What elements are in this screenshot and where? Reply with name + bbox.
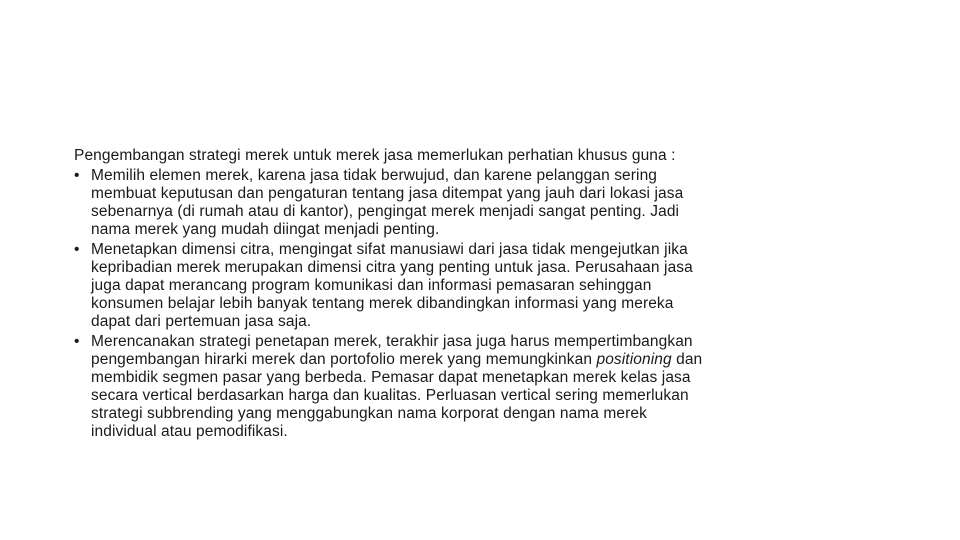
bullet-3-line-2-before: pengembangan hirarki merek dan portofolio merek yang memungkinkan	[91, 351, 597, 368]
bullet-3-line-1: Merencanakan strategi penetapan merek, terakhir jasa juga harus mempertimbangkan	[91, 333, 693, 350]
bullet-3-line-4: secara vertical berdasarkan harga dan kualitas. Perluasan vertical sering memerlukan	[91, 387, 689, 404]
positioning-term: positioning	[596, 351, 672, 368]
intro-paragraph: Pengembangan strategi merek untuk merek jasa memerlukan perhatian khusus guna :	[74, 147, 676, 164]
bullet-item-dimensi-citra	[74, 241, 894, 331]
bullet-2-line-4: konsumen belajar lebih banyak tentang merek dibandingkan informasi yang mereka	[91, 295, 674, 312]
bullet-marker: •	[74, 167, 80, 184]
bullet-1-line-3: sebenarnya (di rumah atau di kantor), pengingat merek menjadi sangat penting. Jadi	[91, 203, 680, 220]
bullet-1-line-1: Memilih elemen merek, karena jasa tidak berwujud, dan karene pelanggan sering	[91, 167, 658, 184]
bullet-item-elemen-merek	[74, 167, 894, 239]
bullet-3-line-2-after: dan	[671, 351, 703, 368]
bullet-marker: •	[74, 333, 80, 350]
bullet-2-line-2: kepribadian merek merupakan dimensi citra yang penting untuk jasa. Perusahaan jasa	[91, 259, 693, 276]
bullet-item-strategi-penetapan	[74, 333, 894, 441]
bullet-3-line-3: membidik segmen pasar yang berbeda. Pemasar dapat menetapkan merek kelas jasa	[91, 369, 691, 386]
bullet-3-line-6: individual atau pemodifikasi.	[91, 423, 288, 440]
bullet-2-line-5: dapat dari pertemuan jasa saja.	[91, 313, 312, 330]
bullet-3-line-2	[91, 351, 894, 369]
bullet-marker: •	[74, 241, 80, 258]
bullet-3-line-5: strategi subbrending yang menggabungkan nama korporat dengan nama merek	[91, 405, 647, 422]
bullet-2-line-3: juga dapat merancang program komunikasi dan informasi pemasaran sehinggan	[91, 277, 652, 294]
bullet-list	[74, 167, 894, 441]
bullet-1-line-4: nama merek yang mudah diingat menjadi penting.	[91, 221, 440, 238]
bullet-1-line-2: membuat keputusan dan pengaturan tentang jasa ditempat yang jauh dari lokasi jasa	[91, 185, 684, 202]
slide-body	[74, 147, 894, 443]
bullet-2-line-1: Menetapkan dimensi citra, mengingat sifat manusiawi dari jasa tidak mengejutkan jika	[91, 241, 688, 258]
